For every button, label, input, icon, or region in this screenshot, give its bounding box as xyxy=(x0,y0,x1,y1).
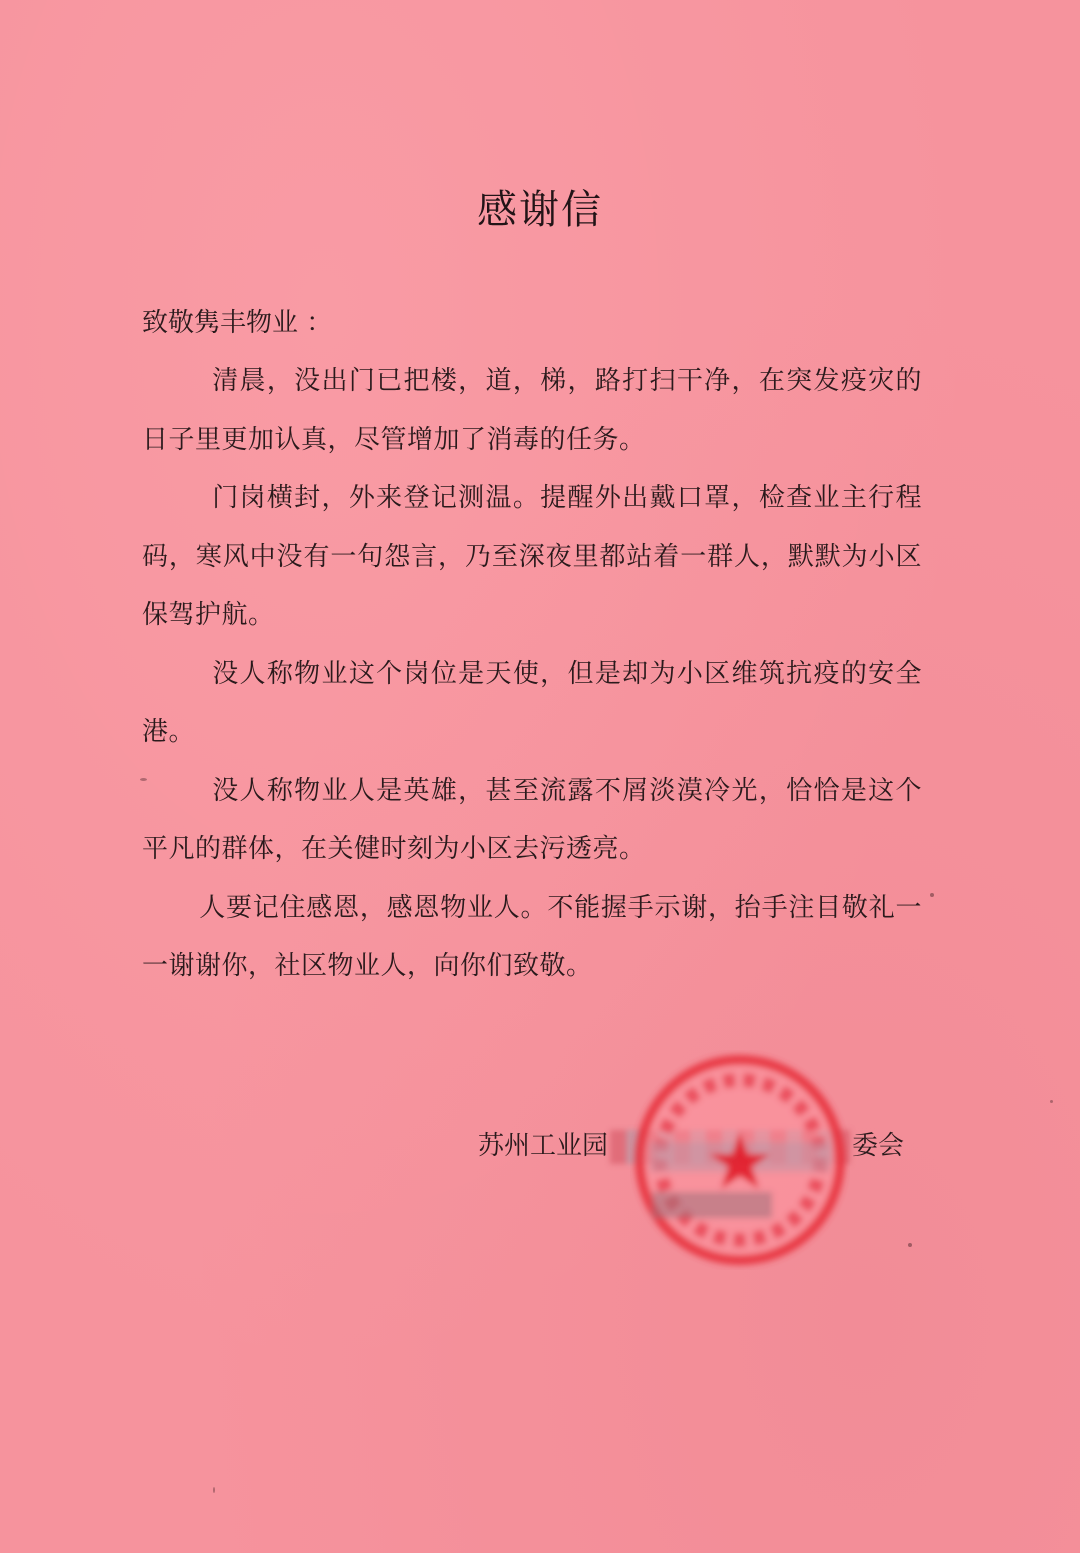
paragraph-2: 门岗横封，外来登记测温。提醒外出戴口罩，检查业主行程码，寒风中没有一句怨言，乃至深夜里都站着一群人，默默为小区保驾护航。 xyxy=(142,483,922,630)
paragraph-4: 没人称物业人是英雄，甚至流露不屑淡漠冷光，恰恰是这个平凡的群体，在关健时刻为小区去污透亮。 xyxy=(142,775,922,864)
official-seal-stamp xyxy=(630,1050,850,1270)
signature-text-end: 委会 xyxy=(852,1131,905,1161)
paper-speck xyxy=(213,1487,215,1493)
paper-speck xyxy=(930,893,934,897)
paper-speck xyxy=(1050,1100,1053,1103)
paragraph-3: 没人称物业这个岗位是天使，但是却为小区维筑抗疫的安全港。 xyxy=(142,658,922,747)
paper-speck xyxy=(140,778,147,781)
letter-salutation: 致敬隽丰物业 ： xyxy=(142,308,333,338)
letter-title: 感谢信 xyxy=(477,187,603,233)
signature-text-start: 苏州工业园 xyxy=(478,1131,609,1161)
paper-speck xyxy=(908,1243,912,1247)
letter-body xyxy=(142,352,922,996)
paragraph-1: 清晨，没出门已把楼，道，梯，路打扫干净，在突发疫灾的日子里更加认真，尽管增加了消毒的任务。 xyxy=(142,366,922,455)
paragraph-5: 人要记住感恩，感恩物业人。不能握手示谢，抬手注目敬礼一一谢谢你，社区物业人，向你们致敬。 xyxy=(142,892,922,981)
